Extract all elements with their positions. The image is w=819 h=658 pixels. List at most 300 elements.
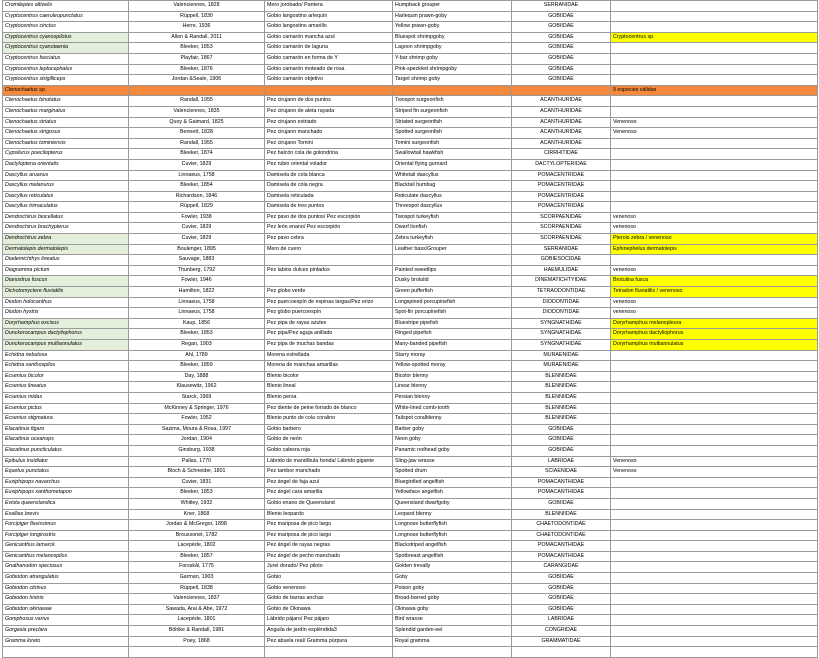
species-cell[interactable]: Ecsenius lineatus <box>3 382 129 393</box>
spanish-name-cell[interactable]: Gobio cabeza roja <box>265 445 393 456</box>
spanish-name-cell[interactable]: Pez diente de peine forrado de blanco <box>265 403 393 414</box>
english-name-cell[interactable]: Reticulate dascyllus <box>393 191 512 202</box>
species-cell[interactable]: Ctenochaetus strigosus <box>3 128 129 139</box>
note-cell[interactable]: Doryrhamphus dactyliophorus <box>611 329 818 340</box>
spanish-name-cell[interactable]: Lábrido pájaro/ Pez pájaro <box>265 615 393 626</box>
english-name-cell[interactable]: Longspined porcupinefish <box>393 297 512 308</box>
note-cell[interactable] <box>611 498 818 509</box>
spanish-name-cell[interactable]: Blenio lineal <box>265 382 393 393</box>
author-cell[interactable]: McKinney & Springer, 1976 <box>129 403 265 414</box>
spanish-name-cell[interactable]: Blenio leopardo <box>265 509 393 520</box>
author-cell[interactable]: Quoy & Gaimard, 1825 <box>129 117 265 128</box>
family-cell[interactable]: GOBIIDAE <box>512 583 611 594</box>
author-cell[interactable]: Randall, 1955 <box>129 96 265 107</box>
family-cell[interactable]: GOBIIDAE <box>512 498 611 509</box>
author-cell[interactable]: Forsskål, 1775 <box>129 562 265 573</box>
note-cell[interactable] <box>611 583 818 594</box>
english-name-cell[interactable]: Barber goby <box>393 424 512 435</box>
english-name-cell[interactable]: Poison goby <box>393 583 512 594</box>
spanish-name-cell[interactable]: Pez cirujano de dos puntos <box>265 96 393 107</box>
note-cell[interactable] <box>611 43 818 54</box>
note-cell[interactable]: venenoso <box>611 308 818 319</box>
author-cell[interactable]: Sazima, Moura & Rosa, 1997 <box>129 424 265 435</box>
author-cell[interactable]: Ahl, 1789 <box>129 350 265 361</box>
author-cell[interactable]: Sauvage, 1883 <box>129 255 265 266</box>
author-cell[interactable]: Playfair, 1867 <box>129 53 265 64</box>
species-cell[interactable]: Gobiodon citrinus <box>3 583 129 594</box>
author-cell[interactable]: Klausewitz, 1962 <box>129 382 265 393</box>
species-cell[interactable]: Gnathanodon speciosus <box>3 562 129 573</box>
author-cell[interactable]: Day, 1888 <box>129 371 265 382</box>
note-cell[interactable] <box>611 382 818 393</box>
family-cell[interactable]: BLENNIIDAE <box>512 382 611 393</box>
spanish-name-cell[interactable]: Damisela de cola negra <box>265 181 393 192</box>
spanish-name-cell[interactable]: Pez ángel de rayas negras <box>265 541 393 552</box>
species-cell[interactable]: Dascyllus aruanus <box>3 170 129 181</box>
note-cell[interactable] <box>611 541 818 552</box>
author-cell[interactable]: Jordan &Seale, 1906 <box>129 75 265 86</box>
author-cell[interactable]: Kaup, 1856 <box>129 318 265 329</box>
author-cell[interactable]: Richardson, 1846 <box>129 191 265 202</box>
spanish-name-cell[interactable]: Pez tambor manchado <box>265 467 393 478</box>
note-cell[interactable] <box>611 53 818 64</box>
author-cell[interactable]: Fowler, 1946 <box>129 276 265 287</box>
family-cell[interactable]: GOBIIDAE <box>512 435 611 446</box>
english-name-cell[interactable]: Spot-fin porcupinefish <box>393 308 512 319</box>
species-cell[interactable]: Cypsilurus poecilopterus <box>3 149 129 160</box>
english-name-cell[interactable]: Tomini surgeonfish <box>393 138 512 149</box>
author-cell[interactable]: Lacepède, 1802 <box>129 541 265 552</box>
english-name-cell[interactable]: Tailspot coralblenny <box>393 414 512 425</box>
note-cell[interactable] <box>611 604 818 615</box>
spanish-name-cell[interactable]: Pez puercoespín de espinas largas/Pez erizo <box>265 297 393 308</box>
author-cell[interactable]: Garman, 1903 <box>129 573 265 584</box>
english-name-cell[interactable]: Y-bar shrimp goby <box>393 53 512 64</box>
spanish-name-cell[interactable]: Gobio <box>265 573 393 584</box>
species-cell[interactable]: Genicanthus lamarck <box>3 541 129 552</box>
family-cell[interactable]: ACANTHURIDAE <box>512 128 611 139</box>
spanish-name-cell[interactable]: Pez cirujano estriado <box>265 117 393 128</box>
spanish-name-cell[interactable] <box>265 276 393 287</box>
family-cell[interactable]: SERRANIDAE <box>512 1 611 12</box>
note-cell[interactable] <box>611 371 818 382</box>
spanish-name-cell[interactable]: Pez mariposa de pico largo <box>265 530 393 541</box>
author-cell[interactable]: Rüppell, 1830 <box>129 11 265 22</box>
species-cell[interactable]: Doryrhamphus excisus <box>3 318 129 329</box>
spanish-name-cell[interactable]: Gobio camarón mancha azul <box>265 32 393 43</box>
author-cell[interactable]: Cuvier, 1829 <box>129 234 265 245</box>
species-cell[interactable]: Ctenochaetus binotatus <box>3 96 129 107</box>
species-cell[interactable]: Ecsenius stigmatura <box>3 414 129 425</box>
english-name-cell[interactable]: Spotted surgeonfish <box>393 128 512 139</box>
author-cell[interactable]: Cuvier, 1831 <box>129 477 265 488</box>
english-name-cell[interactable]: Twospot turkeyfish <box>393 212 512 223</box>
author-cell[interactable]: Sawada, Arai & Abe, 1972 <box>129 604 265 615</box>
spanish-name-cell[interactable]: Blenio punto de cola coralino <box>265 414 393 425</box>
author-cell[interactable]: Fowler, 1952 <box>129 414 265 425</box>
note-cell[interactable] <box>611 149 818 160</box>
note-cell[interactable]: Brotulina fusca <box>611 276 818 287</box>
family-cell[interactable]: DACTYLOPTERIDAE <box>512 159 611 170</box>
species-cell[interactable]: Ecsenius midas <box>3 392 129 403</box>
english-name-cell[interactable]: Panamic redhead goby <box>393 445 512 456</box>
author-cell[interactable]: Valenciennes, 1828 <box>129 1 265 12</box>
english-name-cell[interactable]: Persian blenny <box>393 392 512 403</box>
spanish-name-cell[interactable]: Gobio de neón <box>265 435 393 446</box>
author-cell[interactable]: Fowler, 1938 <box>129 212 265 223</box>
species-cell[interactable]: Dascyllus melanurus <box>3 181 129 192</box>
author-cell[interactable]: Starck, 1969 <box>129 392 265 403</box>
species-cell[interactable]: Equetus punctatus <box>3 467 129 478</box>
note-cell[interactable] <box>611 488 818 499</box>
species-cell[interactable]: Cryptocentrus fasciatus <box>3 53 129 64</box>
english-name-cell[interactable]: Striped fin surgeonfish <box>393 106 512 117</box>
family-cell[interactable]: GOBIIDAE <box>512 64 611 75</box>
species-cell[interactable]: Echidna nebulosa <box>3 350 129 361</box>
note-cell[interactable]: Venenoso <box>611 467 818 478</box>
author-cell[interactable]: Kner, 1868 <box>129 509 265 520</box>
author-cell[interactable]: Ginsburg, 1938 <box>129 445 265 456</box>
family-cell[interactable]: GOBIIDAE <box>512 594 611 605</box>
english-name-cell[interactable]: Target shrimp goby <box>393 75 512 86</box>
spanish-name-cell[interactable]: Jurel dorado/ Pez piloto <box>265 562 393 573</box>
note-cell[interactable] <box>611 509 818 520</box>
english-name-cell[interactable]: Queensland dwarfgoby <box>393 498 512 509</box>
english-name-cell[interactable]: Longnose butterflyfish <box>393 530 512 541</box>
family-cell[interactable]: SERRANIDAE <box>512 244 611 255</box>
note-cell[interactable] <box>611 22 818 33</box>
english-name-cell[interactable]: Harlequin prawn-goby <box>393 11 512 22</box>
species-cell[interactable]: Cryptocentrus cinctus <box>3 22 129 33</box>
author-cell[interactable]: Bleeker, 1854 <box>129 181 265 192</box>
author-cell[interactable]: Cuvier, 1829 <box>129 223 265 234</box>
spanish-name-cell[interactable]: Pez halcón cola de golondrina <box>265 149 393 160</box>
author-cell[interactable]: Whitley, 1932 <box>129 498 265 509</box>
english-name-cell[interactable]: Oriental flying gurnard <box>393 159 512 170</box>
spanish-name-cell[interactable]: Damisela de cola blanca <box>265 170 393 181</box>
english-name-cell[interactable]: Many-banded pipefish <box>393 340 512 351</box>
english-name-cell[interactable]: Golden trevally <box>393 562 512 573</box>
species-cell[interactable]: Elacatinus oceanops <box>3 435 129 446</box>
note-cell[interactable]: venenoso <box>611 223 818 234</box>
note-cell[interactable] <box>611 573 818 584</box>
note-cell[interactable] <box>611 424 818 435</box>
english-name-cell[interactable]: Sling-jaw wrasse <box>393 456 512 467</box>
spanish-name-cell[interactable]: Morena de manchas amarillas <box>265 361 393 372</box>
note-cell[interactable]: Pterois zebra / venenoso <box>611 234 818 245</box>
family-cell[interactable]: LABRIDAE <box>512 615 611 626</box>
spanish-name-cell[interactable]: Pez pavo cebra <box>265 234 393 245</box>
family-cell[interactable]: LABRIDAE <box>512 456 611 467</box>
family-cell[interactable]: BLENNIIDAE <box>512 371 611 382</box>
spanish-name-cell[interactable]: Pez globo puercoespín <box>265 308 393 319</box>
species-cell[interactable]: Diademichthys lineatus <box>3 255 129 266</box>
spanish-name-cell[interactable]: Gobio barbero <box>265 424 393 435</box>
english-name-cell[interactable]: Bicolor blenny <box>393 371 512 382</box>
spanish-name-cell[interactable]: Pez rubio oriental volador <box>265 159 393 170</box>
author-cell[interactable]: Jordan, 1904 <box>129 435 265 446</box>
author-cell[interactable]: Bleeker, 1857 <box>129 551 265 562</box>
english-name-cell[interactable]: Spotted drum <box>393 467 512 478</box>
family-cell[interactable]: GOBIIDAE <box>512 604 611 615</box>
english-name-cell[interactable]: Whitetail dascyllus <box>393 170 512 181</box>
spanish-name-cell[interactable]: Pez abuela real/ Gramma púrpura <box>265 636 393 647</box>
author-cell[interactable] <box>129 85 265 96</box>
family-cell[interactable]: SYNGNATHIDAE <box>512 318 611 329</box>
spanish-name-cell[interactable]: Blenio persa <box>265 392 393 403</box>
spanish-name-cell[interactable]: Pez ángel de faja azul <box>265 477 393 488</box>
note-cell[interactable]: Tetradon fluviatilis / venenoso <box>611 287 818 298</box>
author-cell[interactable]: Linnaeus, 1758 <box>129 297 265 308</box>
species-cell[interactable]: Gramma loreto <box>3 636 129 647</box>
family-cell[interactable]: POMACENTRIDAE <box>512 202 611 213</box>
spanish-name-cell[interactable]: Morena estrellada <box>265 350 393 361</box>
english-name-cell[interactable] <box>393 647 512 658</box>
note-cell[interactable] <box>611 435 818 446</box>
author-cell[interactable]: Böhlke & Randall, 1981 <box>129 626 265 637</box>
note-cell[interactable] <box>611 403 818 414</box>
spanish-name-cell[interactable]: Pez cirujano manchado <box>265 128 393 139</box>
family-cell[interactable]: SYNGNATHIDAE <box>512 329 611 340</box>
author-cell[interactable]: Linnaeus, 1758 <box>129 170 265 181</box>
note-cell[interactable] <box>611 414 818 425</box>
note-cell[interactable] <box>611 562 818 573</box>
note-cell[interactable] <box>611 255 818 266</box>
spanish-name-cell[interactable]: Gobio camarón moteado de rosa <box>265 64 393 75</box>
note-cell[interactable] <box>611 636 818 647</box>
family-cell[interactable]: HAEMULIDAE <box>512 265 611 276</box>
species-cell[interactable]: Gobiodon okinawae <box>3 604 129 615</box>
species-cell[interactable]: Cryptocentrus cyanotaenia <box>3 43 129 54</box>
english-name-cell[interactable]: Dwarf lionfish <box>393 223 512 234</box>
author-cell[interactable]: Randall, 1955 <box>129 138 265 149</box>
species-cell[interactable]: Dascyllus reticulatus <box>3 191 129 202</box>
family-cell[interactable]: SYNGNATHIDAE <box>512 340 611 351</box>
english-name-cell[interactable] <box>393 85 512 96</box>
family-cell[interactable]: SCORPAENIDAE <box>512 223 611 234</box>
note-cell[interactable] <box>611 11 818 22</box>
english-name-cell[interactable]: Swallowtail hawkfish <box>393 149 512 160</box>
english-name-cell[interactable]: Zebra turkeyfish <box>393 234 512 245</box>
family-cell[interactable]: POMACENTRIDAE <box>512 170 611 181</box>
english-name-cell[interactable] <box>393 255 512 266</box>
family-cell[interactable]: MURAENIDAE <box>512 350 611 361</box>
note-cell[interactable] <box>611 96 818 107</box>
note-cell[interactable] <box>611 170 818 181</box>
spanish-name-cell[interactable]: Damisela reticulada <box>265 191 393 202</box>
family-cell[interactable]: ACANTHURIDAE <box>512 106 611 117</box>
family-cell[interactable]: DIODONTIDAE <box>512 297 611 308</box>
family-cell[interactable]: POMACANTHIDAE <box>512 477 611 488</box>
species-cell[interactable]: Cryptocentrus caeruleopunctatus <box>3 11 129 22</box>
family-cell[interactable]: CHAETODONTIDAE <box>512 520 611 531</box>
spanish-name-cell[interactable] <box>265 85 393 96</box>
author-cell[interactable]: Herre, 1936 <box>129 22 265 33</box>
spanish-name-cell[interactable]: Pez cirujano de aleta rayada <box>265 106 393 117</box>
family-cell[interactable]: MURAENIDAE <box>512 361 611 372</box>
spanish-name-cell[interactable]: Damisela de tres puntos <box>265 202 393 213</box>
family-cell[interactable]: SCORPAENIDAE <box>512 212 611 223</box>
english-name-cell[interactable]: Painted sweetlips <box>393 265 512 276</box>
author-cell[interactable]: Bleeker, 1859 <box>129 361 265 372</box>
family-cell[interactable]: SCIAENIDAE <box>512 467 611 478</box>
family-cell[interactable]: ACANTHURIDAE <box>512 96 611 107</box>
note-cell[interactable] <box>611 551 818 562</box>
species-cell[interactable]: Diodon hystrix <box>3 308 129 319</box>
author-cell[interactable]: Thunberg, 1792 <box>129 265 265 276</box>
english-name-cell[interactable]: Spotbreast angelfish <box>393 551 512 562</box>
english-name-cell[interactable]: Neon goby <box>393 435 512 446</box>
note-cell[interactable] <box>611 75 818 86</box>
family-cell[interactable] <box>512 647 611 658</box>
note-cell[interactable]: Doryrhamphus melanopleura <box>611 318 818 329</box>
family-cell[interactable]: DINEMATICHTYIDAE <box>512 276 611 287</box>
note-cell[interactable] <box>611 202 818 213</box>
english-name-cell[interactable]: Dusky brotulid <box>393 276 512 287</box>
english-name-cell[interactable]: Royal gramma <box>393 636 512 647</box>
species-cell[interactable]: Ecsenius pictus <box>3 403 129 414</box>
note-cell[interactable]: venenoso <box>611 212 818 223</box>
spanish-name-cell[interactable]: Pez labios dulces pintados <box>265 265 393 276</box>
note-cell[interactable] <box>611 350 818 361</box>
author-cell[interactable]: Bleeker, 1853 <box>129 329 265 340</box>
species-cell[interactable]: Epibulus insidiator <box>3 456 129 467</box>
family-cell[interactable] <box>512 85 611 96</box>
note-cell[interactable]: Venenoso <box>611 456 818 467</box>
family-cell[interactable]: GOBIIDAE <box>512 43 611 54</box>
species-cell[interactable]: Dermatolepis dermatolepis <box>3 244 129 255</box>
english-name-cell[interactable]: Bird wrasse <box>393 615 512 626</box>
author-cell[interactable]: Allen & Randall, 2011 <box>129 32 265 43</box>
spanish-name-cell[interactable]: Gobio camarón en forma de Y <box>265 53 393 64</box>
note-cell[interactable] <box>611 361 818 372</box>
note-cell[interactable] <box>611 445 818 456</box>
spanish-name-cell[interactable]: Pez pipa/Pez aguja anillado <box>265 329 393 340</box>
english-name-cell[interactable]: Goby <box>393 573 512 584</box>
author-cell[interactable]: Bloch & Schneider, 1801 <box>129 467 265 478</box>
english-name-cell[interactable]: Linear blenny <box>393 382 512 393</box>
family-cell[interactable]: GOBIIDAE <box>512 445 611 456</box>
author-cell[interactable]: Hamilton, 1822 <box>129 287 265 298</box>
spanish-name-cell[interactable]: Gobio enano de Queensland <box>265 498 393 509</box>
note-cell[interactable] <box>611 191 818 202</box>
species-cell[interactable]: Dactyloptena orientalis <box>3 159 129 170</box>
spanish-name-cell[interactable]: Gobio langostino arlequín <box>265 11 393 22</box>
note-cell[interactable]: 9 especies válidas <box>611 85 818 96</box>
spanish-name-cell[interactable]: Pez cirujano Tomini <box>265 138 393 149</box>
spanish-name-cell[interactable]: Pez pavo de dos puntos/ Pez escorpión <box>265 212 393 223</box>
english-name-cell[interactable]: Longnose butterflyfish <box>393 520 512 531</box>
family-cell[interactable]: GOBIIDAE <box>512 424 611 435</box>
family-cell[interactable]: CHAETODONTIDAE <box>512 530 611 541</box>
spanish-name-cell[interactable]: Gobio langostino amarillo <box>265 22 393 33</box>
spanish-name-cell[interactable]: Gobio de barras anchas <box>265 594 393 605</box>
note-cell[interactable] <box>611 181 818 192</box>
spanish-name-cell[interactable]: Gobio venenoso <box>265 583 393 594</box>
english-name-cell[interactable]: Blackstriped angelfish <box>393 541 512 552</box>
note-cell[interactable] <box>611 138 818 149</box>
author-cell[interactable]: Valenciennes, 1835 <box>129 106 265 117</box>
english-name-cell[interactable]: Twospot surgeonfish <box>393 96 512 107</box>
species-cell[interactable]: Diodon holocanthus <box>3 297 129 308</box>
species-cell[interactable]: Dendrochirus brachypterus <box>3 223 129 234</box>
species-cell[interactable]: Ctenochaetus tominiensis <box>3 138 129 149</box>
species-cell[interactable]: Cryptocentrus leptocephalus <box>3 64 129 75</box>
family-cell[interactable]: CARANGIDAE <box>512 562 611 573</box>
english-name-cell[interactable]: Okinawa goby <box>393 604 512 615</box>
species-cell[interactable] <box>3 647 129 658</box>
author-cell[interactable]: Regan, 1903 <box>129 340 265 351</box>
note-cell[interactable] <box>611 477 818 488</box>
english-name-cell[interactable]: Splendid garden-eel <box>393 626 512 637</box>
spanish-name-cell[interactable]: Pez ángel cara amarilla <box>265 488 393 499</box>
species-cell[interactable]: Euxiphipops xanthometapon <box>3 488 129 499</box>
author-cell[interactable]: Valenciennes, 1837 <box>129 594 265 605</box>
species-cell[interactable]: Eviota queenslandica <box>3 498 129 509</box>
author-cell[interactable]: Linnaeus, 1758 <box>129 308 265 319</box>
english-name-cell[interactable]: Humpback grouper <box>393 1 512 12</box>
family-cell[interactable]: POMACANTHIDAE <box>512 488 611 499</box>
note-cell[interactable] <box>611 64 818 75</box>
author-cell[interactable]: Rüppell, 1838 <box>129 583 265 594</box>
english-name-cell[interactable]: Bluegirdled angelfish <box>393 477 512 488</box>
family-cell[interactable]: POMACENTRIDAE <box>512 191 611 202</box>
author-cell[interactable]: Jordan & McGregor, 1898 <box>129 520 265 531</box>
species-cell[interactable]: Dendrochirus zebra <box>3 234 129 245</box>
english-name-cell[interactable]: Leopard blenny <box>393 509 512 520</box>
family-cell[interactable]: DIODONTIDAE <box>512 308 611 319</box>
family-cell[interactable]: ACANTHURIDAE <box>512 138 611 149</box>
note-cell[interactable] <box>611 159 818 170</box>
family-cell[interactable]: BLENNIIDAE <box>512 509 611 520</box>
spanish-name-cell[interactable]: Lábrido de mandíbula honda/ Lábrido gigante <box>265 456 393 467</box>
note-cell[interactable] <box>611 594 818 605</box>
note-cell[interactable]: Venenoso <box>611 128 818 139</box>
author-cell[interactable]: Rüppell, 1829 <box>129 202 265 213</box>
english-name-cell[interactable]: Starry moray <box>393 350 512 361</box>
note-cell[interactable]: Ephinephelus dermatolepis <box>611 244 818 255</box>
species-cell[interactable]: Ctenochaetus sp. <box>3 85 129 96</box>
species-cell[interactable]: Dianostrus fuscus <box>3 276 129 287</box>
family-cell[interactable]: GRAMMATIDAE <box>512 636 611 647</box>
author-cell[interactable]: Bleeker, 1853 <box>129 43 265 54</box>
author-cell[interactable]: Lacepède, 1801 <box>129 615 265 626</box>
family-cell[interactable]: ACANTHURIDAE <box>512 117 611 128</box>
author-cell[interactable]: Broussonet, 1782 <box>129 530 265 541</box>
family-cell[interactable]: SCORPAENIDAE <box>512 234 611 245</box>
species-cell[interactable]: Elacatinus puncticulatus <box>3 445 129 456</box>
species-cell[interactable]: Cryptocentrus strigilliceps <box>3 75 129 86</box>
note-cell[interactable] <box>611 1 818 12</box>
family-cell[interactable]: BLENNIIDAE <box>512 403 611 414</box>
author-cell[interactable]: Pallas, 1770 <box>129 456 265 467</box>
spanish-name-cell[interactable]: Pez ángel de pecho manchado <box>265 551 393 562</box>
family-cell[interactable]: CIRRHITIDAE <box>512 149 611 160</box>
author-cell[interactable]: Poey, 1868 <box>129 636 265 647</box>
note-cell[interactable]: Cryptocentrus sp. <box>611 32 818 43</box>
family-cell[interactable]: BLENNIIDAE <box>512 392 611 403</box>
author-cell[interactable]: Bleeker, 1874 <box>129 149 265 160</box>
species-cell[interactable]: Gomphosus varius <box>3 615 129 626</box>
author-cell[interactable]: Bennett, 1828 <box>129 128 265 139</box>
species-cell[interactable]: Gorgasia preclara <box>3 626 129 637</box>
species-cell[interactable]: Exallias brevis <box>3 509 129 520</box>
english-name-cell[interactable]: Threespot dascyllus <box>393 202 512 213</box>
species-cell[interactable]: Dunckerocampus dactyliophorus <box>3 329 129 340</box>
english-name-cell[interactable]: Green pufferfish <box>393 287 512 298</box>
family-cell[interactable]: POMACANTHIDAE <box>512 541 611 552</box>
species-cell[interactable]: Forcipiger flavissimus <box>3 520 129 531</box>
